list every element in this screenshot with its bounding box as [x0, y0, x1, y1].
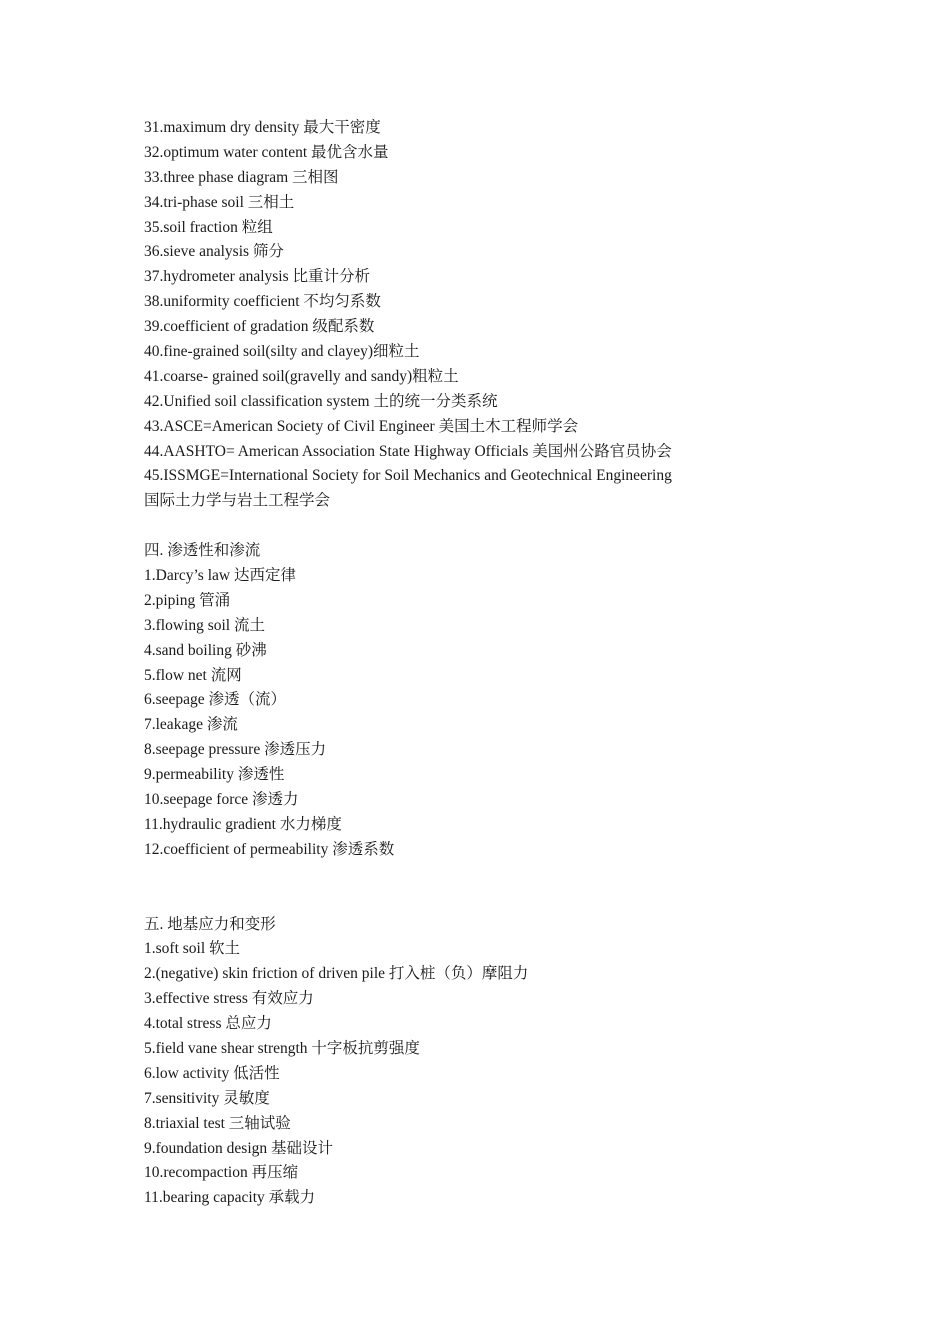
list-item: 4.sand boiling 砂沸 [144, 641, 267, 659]
list-item: 44.AASHTO= American Association State Highway Officials 美国州公路官员协会 [144, 442, 672, 460]
list-item: 11.hydraulic gradient 水力梯度 [144, 815, 342, 833]
list-item: 5.flow net 流网 [144, 666, 242, 684]
list-item: 12.coefficient of permeability 渗透系数 [144, 840, 395, 858]
list-item: 7.leakage 渗流 [144, 716, 238, 734]
blank-line [144, 514, 764, 539]
list-item: 40.fine-grained soil(silty and clayey)细粒土 [144, 343, 420, 361]
list-item: 2.(negative) skin friction of driven pile 打入桩（负）摩阻力 [144, 965, 529, 983]
list-item: 5.field vane shear strength 十字板抗剪强度 [144, 1039, 420, 1057]
section-heading: 五. 地基应力和变形 [144, 915, 276, 933]
list-item: 6.seepage 渗透（流） [144, 691, 287, 709]
list-item: 35.soil fraction 粒组 [144, 218, 273, 236]
list-item: 9.permeability 渗透性 [144, 766, 285, 784]
list-item: 8.seepage pressure 渗透压力 [144, 741, 327, 759]
list-item: 4.total stress 总应力 [144, 1015, 272, 1033]
section-heading: 四. 渗透性和渗流 [144, 542, 261, 560]
list-item-continuation: 国际土力学与岩土工程学会 [144, 492, 331, 510]
list-item: 41.coarse- grained soil(gravelly and sandy)粗粒土 [144, 367, 459, 385]
list-item: 10.seepage force 渗透力 [144, 791, 299, 809]
list-item: 39.coefficient of gradation 级配系数 [144, 318, 375, 336]
blank-lines [144, 863, 764, 913]
list-item: 38.uniformity coefficient 不均匀系数 [144, 293, 381, 311]
list-item: 9.foundation design 基础设计 [144, 1139, 333, 1157]
list-item: 1.soft soil 软土 [144, 940, 241, 958]
list-item: 45.ISSMGE=International Society for Soil Mechanics and Geotechnical Engineering [144, 467, 672, 485]
list-item: 36.sieve analysis 筛分 [144, 243, 284, 261]
list-item: 8.triaxial test 三轴试验 [144, 1114, 291, 1132]
list-item: 33.three phase diagram 三相图 [144, 168, 339, 186]
list-item: 6.low activity 低活性 [144, 1064, 280, 1082]
list-item: 1.Darcy’s law 达西定律 [144, 567, 296, 585]
list-item: 2.piping 管涌 [144, 591, 231, 609]
terms-list-continued [144, 116, 764, 514]
list-item: 11.bearing capacity 承载力 [144, 1189, 316, 1207]
list-item: 43.ASCE=American Society of Civil Engineer 美国土木工程师学会 [144, 417, 579, 435]
list-item: 32.optimum water content 最优含水量 [144, 143, 389, 161]
list-item: 3.effective stress 有效应力 [144, 990, 314, 1008]
list-item: 7.sensitivity 灵敏度 [144, 1089, 270, 1107]
document-content [144, 116, 764, 1211]
list-item: 37.hydrometer analysis 比重计分析 [144, 268, 371, 286]
section-stress-deformation [144, 913, 764, 1212]
list-item: 10.recompaction 再压缩 [144, 1164, 299, 1182]
section-seepage [144, 539, 764, 863]
list-item: 34.tri-phase soil 三相土 [144, 193, 295, 211]
list-item: 3.flowing soil 流土 [144, 616, 265, 634]
list-item: 31.maximum dry density 最大干密度 [144, 119, 381, 136]
list-item: 42.Unified soil classification system 土的统一分类系统 [144, 392, 498, 410]
